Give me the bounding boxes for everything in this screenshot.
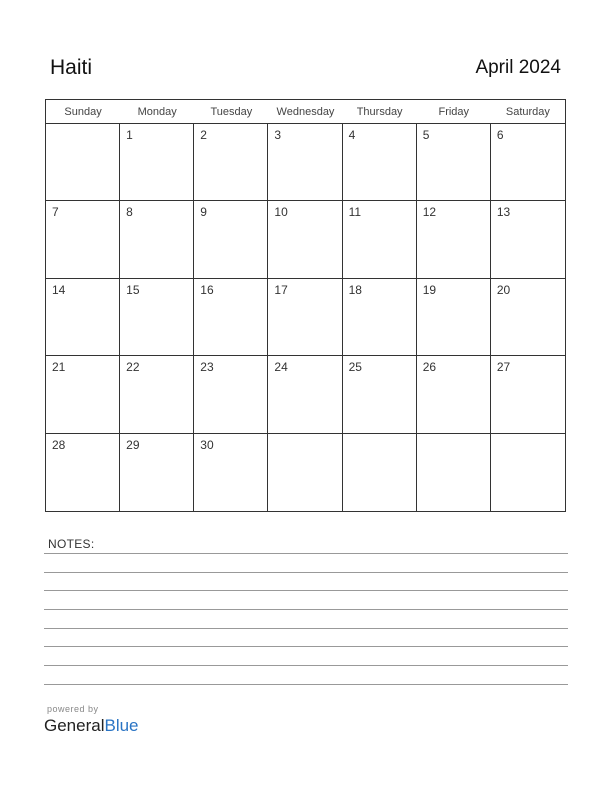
day-cell: 2 [194,124,268,201]
weekday-tuesday: Tuesday [210,106,253,118]
day-cell: 26 [417,356,491,433]
day-cell: 4 [343,124,417,201]
brand-general: General [44,716,105,735]
note-line [44,628,568,629]
day-cell: 5 [417,124,491,201]
note-line [44,572,568,573]
day-cell: 25 [343,356,417,433]
day-cell: 20 [491,279,565,356]
day-cell [417,434,491,511]
generalblue-logo [44,716,139,736]
month-year-title: April 2024 [475,57,561,78]
day-cell: 19 [417,279,491,356]
day-cell: 15 [120,279,194,356]
weekday-saturday: Saturday [505,106,550,118]
day-cell: 8 [120,201,194,278]
notes-label: NOTES: [48,537,95,551]
day-cell [268,434,342,511]
day-cell: 29 [120,434,194,511]
day-cell: 10 [268,201,342,278]
day-cell [491,434,565,511]
weekday-wednesday: Wednesday [276,106,335,118]
note-line [44,590,568,591]
day-cell: 24 [268,356,342,433]
day-cell: 12 [417,201,491,278]
day-cell: 22 [120,356,194,433]
day-cells [46,124,565,511]
day-cell [343,434,417,511]
day-cell: 11 [343,201,417,278]
country-title: Haiti [50,56,93,79]
day-cell: 6 [491,124,565,201]
day-cell: 1 [120,124,194,201]
weekday-monday: Monday [137,106,177,118]
powered-by-text: powered by [47,704,99,714]
weekday-friday: Friday [438,106,470,118]
note-line [44,646,568,647]
weekday-thursday: Thursday [356,106,403,118]
day-cell: 30 [194,434,268,511]
day-cell: 9 [194,201,268,278]
note-line [44,609,568,610]
note-line [44,553,568,554]
note-line [44,684,568,685]
day-cell [46,124,120,201]
day-cell: 7 [46,201,120,278]
day-cell: 16 [194,279,268,356]
day-cell: 28 [46,434,120,511]
day-cell: 18 [343,279,417,356]
day-cell: 13 [491,201,565,278]
day-cell: 21 [46,356,120,433]
calendar-grid [45,99,566,512]
day-cell: 23 [194,356,268,433]
day-cell: 14 [46,279,120,356]
brand-blue: Blue [104,716,139,735]
note-line [44,665,568,666]
day-cell: 3 [268,124,342,201]
weekday-sunday: Sunday [64,106,102,118]
weekday-header [46,100,565,124]
day-cell: 17 [268,279,342,356]
day-cell: 27 [491,356,565,433]
